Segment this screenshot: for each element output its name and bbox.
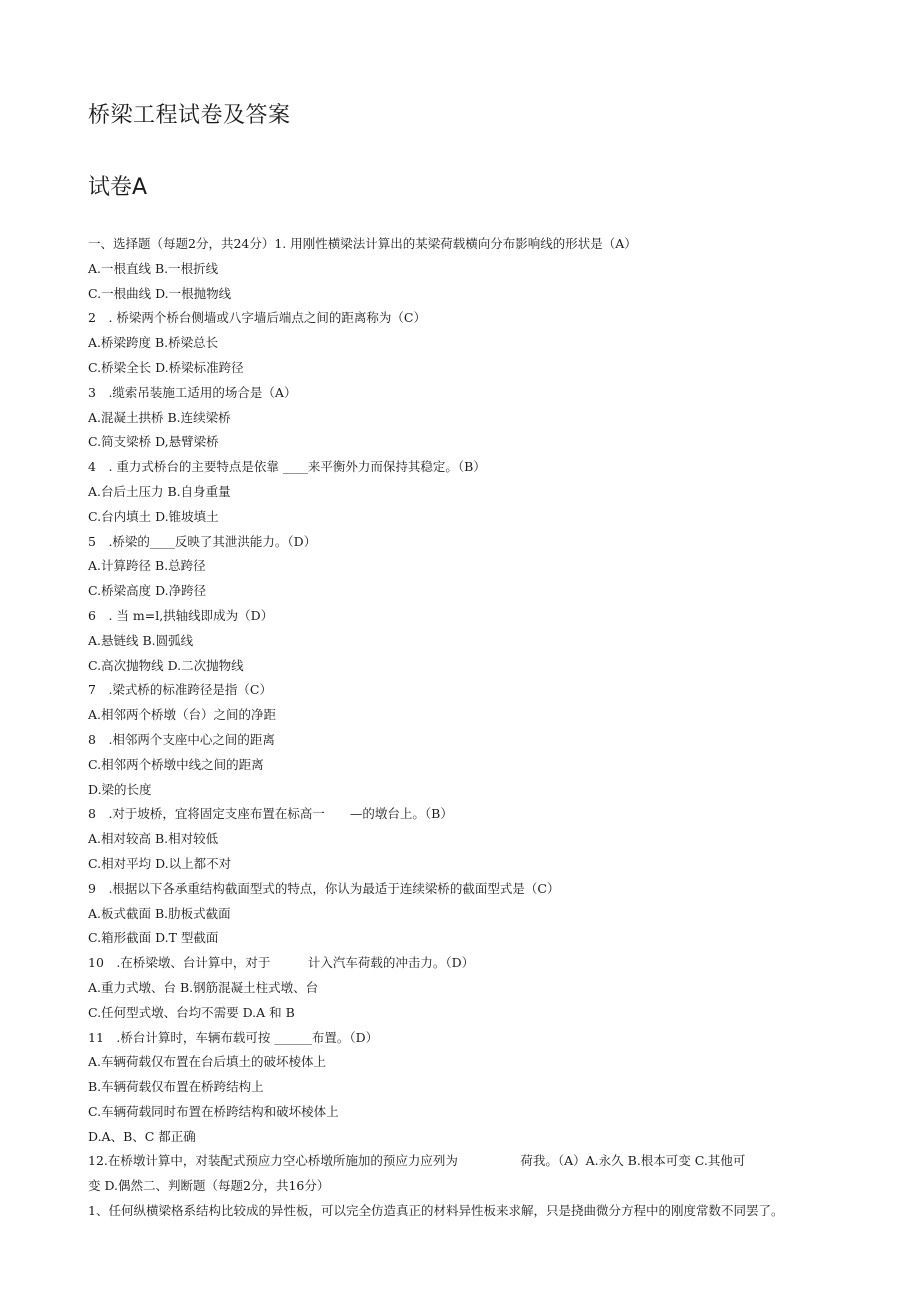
question-line: 8 .相邻两个支座中心之间的距离 (88, 731, 275, 747)
question-line: B.车辆荷载仅布置在桥跨结构上 (88, 1079, 264, 1095)
question-line: 5 .桥梁的____反映了其泄洪能力。（D） (88, 533, 317, 549)
question-line: 1、任何纵横梁格系结构比较成的异性板，可以完全仿造真正的材料异性板来求解，只是挠曲微分方程中的刚度常数不同罢了。 (88, 1203, 784, 1219)
question-line: C.相邻两个桥墩中线之间的距离 (88, 756, 264, 772)
question-line: 12.在桥墩计算中，对装配式预应力空心桥墩所施加的预应力应列为 荷我。（A）A.永久 B.根本可变 C.其他可 (88, 1153, 746, 1169)
question-line: 6 . 当 m=l,拱轴线即成为（D） (88, 607, 274, 623)
question-line: A.相邻两个桥墩（台）之间的净距 (88, 707, 277, 723)
question-line: 变 D.偶然二、判断题（每题2分，共16分） (88, 1178, 330, 1194)
question-line: 一、选择题（每题2分，共24分）1. 用刚性横梁法计算出的某梁荷载横向分布影响线的形状是（A） (88, 236, 637, 251)
question-line: C.桥梁高度 D.净跨径 (88, 583, 207, 599)
question-line: A.板式截面 B.肋板式截面 (88, 905, 231, 921)
question-line: C.一根曲线 D.一根抛物线 (88, 285, 232, 301)
question-line: 11 .桥台计算时，车辆布载可按 ______布置。（D） (88, 1029, 379, 1045)
question-line: A.台后土压力 B.自身重量 (88, 483, 231, 499)
question-line: A.重力式墩、台 B.钢筋混凝土柱式墩、台 (88, 979, 319, 995)
question-line: A.车辆荷载仅布置在台后填土的破坏棱体上 (88, 1054, 327, 1070)
question-line: C.桥梁全长 D.桥梁标准跨径 (88, 359, 244, 375)
document-title: 桥梁工程试卷及答案 (88, 103, 291, 128)
question-line: 8 .对于坡桥，宜将固定支座布置在标高一 —的墩台上。（B） (88, 806, 453, 822)
question-line: C.相对平均 D.以上都不对 (88, 855, 232, 871)
question-line: A.混凝土拱桥 B.连续梁桥 (88, 409, 231, 425)
question-line: C.高次抛物线 D.二次抛物线 (88, 657, 244, 673)
question-line: A.悬链线 B.圆弧线 (88, 632, 194, 648)
question-line: D.梁的长度 (88, 781, 152, 797)
question-line: C.箱形截面 D.T 型截面 (88, 930, 219, 946)
question-line: 7 .梁式桥的标准跨径是指（C） (88, 682, 272, 698)
question-line: 2 . 桥梁两个桥台侧墙或八字墙后端点之间的距离称为（C） (88, 310, 426, 326)
question-line: A.相对较高 B.相对较低 (88, 831, 219, 847)
question-line: C.台内填土 D.锥坡填土 (88, 508, 219, 524)
question-line: A.计算跨径 B.总跨径 (88, 558, 206, 574)
question-line: 4 . 重力式桥台的主要特点是依靠 ____来平衡外力而保持其稳定。（B） (88, 459, 486, 475)
question-line: 10 .在桥梁墩、台计算中，对于 计入汽车荷载的冲击力。（D） (88, 955, 475, 971)
question-line: 9 .根据以下各承重结构截面型式的特点，你认为最适于连续梁桥的截面型式是（C） (88, 880, 560, 896)
question-line: C.简支梁桥 D,悬臂梁桥 (88, 434, 219, 450)
question-line: A.一根直线 B.一根折线 (88, 260, 219, 276)
question-line: A.桥梁跨度 B.桥梁总长 (88, 335, 219, 351)
question-lines (88, 232, 858, 1224)
paper-title: 试卷A (88, 175, 148, 200)
question-line: C.任何型式墩、台均不需要 D.A 和 B (88, 1004, 295, 1020)
question-line: 3 .缆索吊装施工适用的场合是（A） (88, 384, 297, 400)
question-line: D.A、B、C 都正确 (88, 1128, 196, 1144)
question-line: C.车辆荷载同时布置在桥跨结构和破坏棱体上 (88, 1103, 339, 1119)
